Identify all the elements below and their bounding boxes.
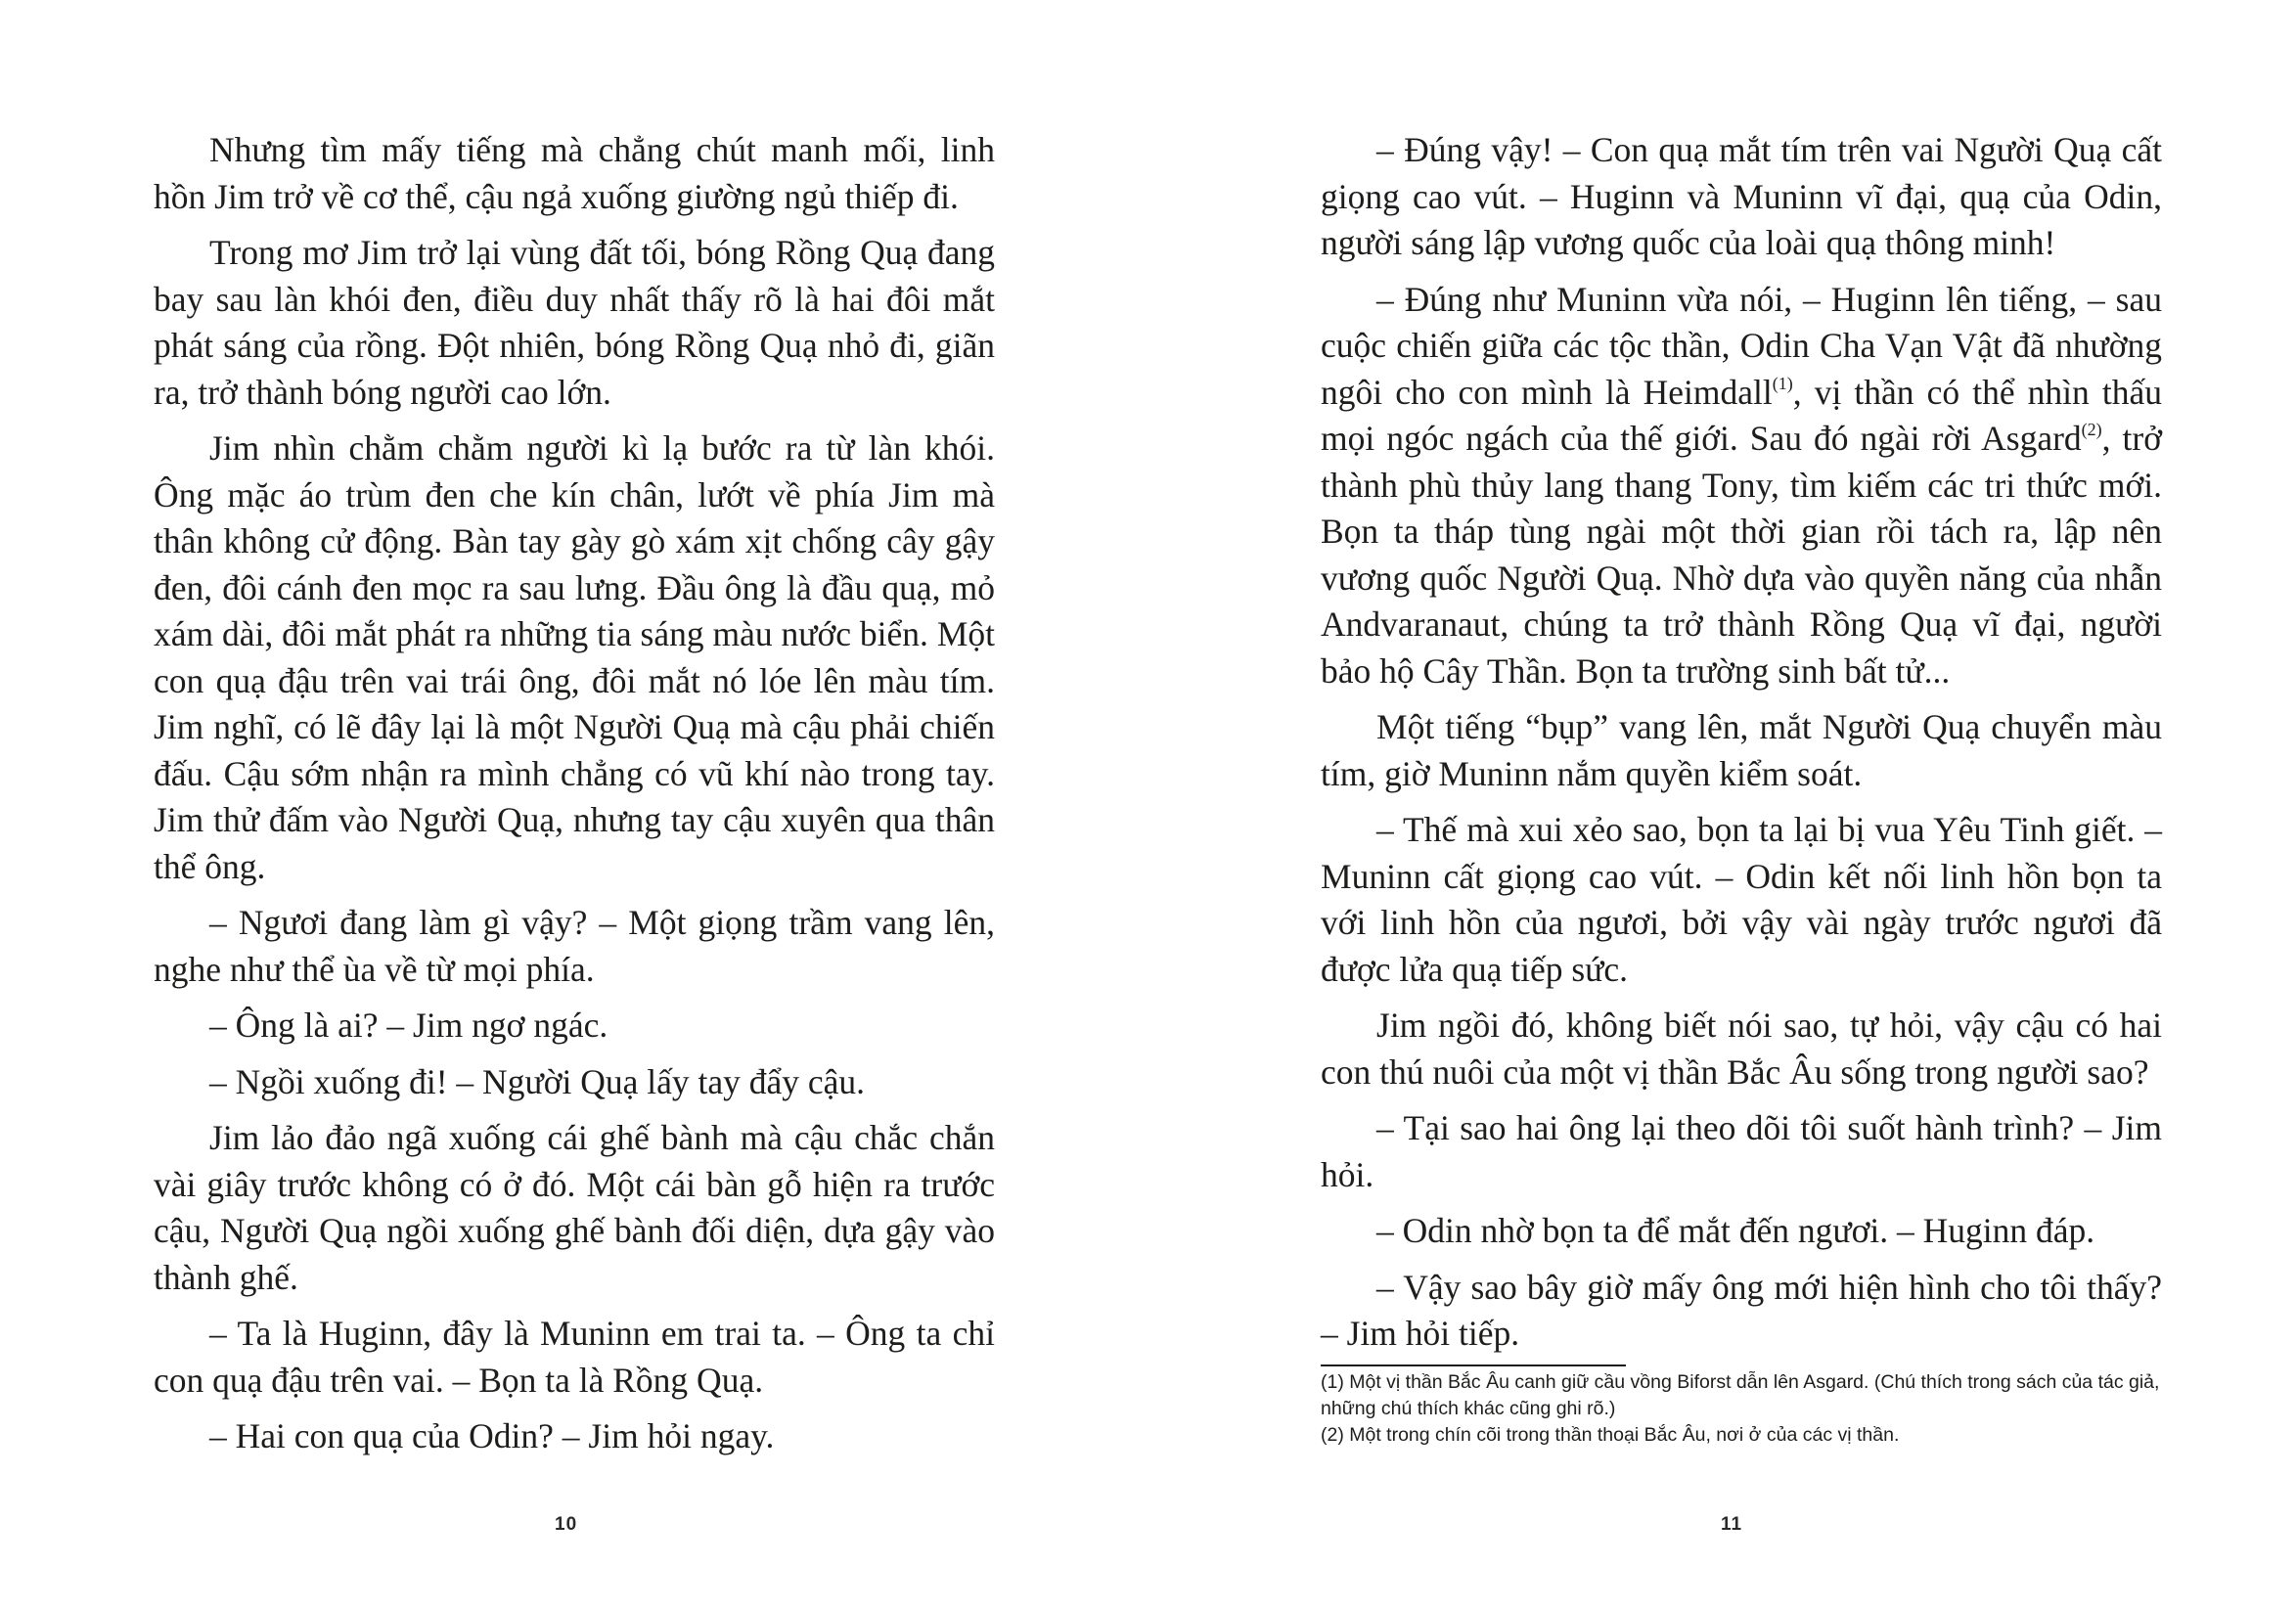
footnotes [1321,1369,2162,1449]
footnote-ref-1: (1) [1772,373,1793,393]
left-page [154,127,995,1470]
right-page [1321,127,2162,1367]
right-paragraph-7: – Odin nhờ bọn ta để mắt đến ngươi. – Huginn đáp. [1376,1211,2095,1250]
footnote-ref-2: (2) [2081,420,2102,439]
left-paragraph-1: Nhưng tìm mấy tiếng mà chẳng chút manh mối, linh hồn Jim trở về cơ thể, cậu ngả xuống giường ngủ thiếp đi. [154,130,995,216]
left-paragraph-8: – Ta là Huginn, đây là Muninn em trai ta. – Ông ta chỉ con quạ đậu trên vai. – Bọn ta là Rồng Quạ. [154,1314,995,1400]
right-paragraph-2-part-a: – Đúng như Muninn vừa nói, – Huginn lên tiếng, – sau cuộc chiến giữa các tộc thần, Odin Cha Vạn Vật đã nhường ngôi cho con mình là Heimdall [1321,279,2162,412]
right-paragraph-1: – Đúng vậy! – Con quạ mắt tím trên vai Người Quạ cất giọng cao vút. – Huginn và Muninn vĩ đại, quạ của Odin, người sáng lập vương quốc của loài quạ thông minh! [1321,130,2162,262]
page-number-right: 11 [1721,1514,1743,1535]
right-paragraph-5: Jim ngồi đó, không biết nói sao, tự hỏi, vậy cậu có hai con thú nuôi của một vị thần Bắc Âu sống trong người sao? [1321,1006,2162,1092]
footnote-1: (1) Một vị thần Bắc Âu canh giữ cầu vồng Biforst dẫn lên Asgard. (Chú thích trong sách của tác giả, những chú thích khác cũng ghi rõ.) [1321,1371,2160,1419]
left-paragraph-2: Trong mơ Jim trở lại vùng đất tối, bóng Rồng Quạ đang bay sau làn khói đen, điều duy nhất thấy rõ là hai đôi mắt phát sáng của rồng. Đột nhiên, bóng Rồng Quạ nhỏ đi, giãn ra, trở thành bóng người cao lớn. [154,233,995,412]
right-paragraph-3: Một tiếng “bụp” vang lên, mắt Người Quạ chuyển màu tím, giờ Muninn nắm quyền kiểm soát. [1321,707,2162,793]
left-paragraph-7: Jim lảo đảo ngã xuống cái ghế bành mà cậu chắc chắn vài giây trước không có ở đó. Một cái bàn gỗ hiện ra trước cậu, Người Quạ ngồi xuống ghế bành đối diện, dựa gậy vào thành ghế. [154,1118,995,1297]
right-paragraph-2-part-c: , trở thành phù thủy lang thang Tony, tìm kiếm các tri thức mới. Bọn ta tháp tùng ngài một thời gian rồi tách ra, lập nên vương quốc Người Quạ. Nhờ dựa vào quyền năng của nhẫn Andvaranaut, chúng ta trở thành Rồng Quạ vĩ đại, người bảo hộ Cây Thần. Bọn ta trường sinh bất tử... [1321,419,2162,691]
footnote-divider [1321,1364,1626,1366]
right-paragraph-4: – Thế mà xui xẻo sao, bọn ta lại bị vua Yêu Tinh giết. – Muninn cất giọng cao vút. – Odin kết nối linh hồn bọn ta với linh hồn của ngươi, bởi vậy vài ngày trước ngươi đã được lửa quạ tiếp sức. [1321,810,2162,989]
right-paragraph-2-part-b: , vị thần có thể nhìn thấu mọi ngóc ngách của thế giới. Sau đó ngài rời Asgard [1321,372,2163,458]
page-number-left: 10 [555,1514,578,1535]
left-paragraph-4: – Ngươi đang làm gì vậy? – Một giọng trầm vang lên, nghe như thể ùa về từ mọi phía. [154,903,995,989]
right-paragraph-8: – Vậy sao bây giờ mấy ông mới hiện hình cho tôi thấy? – Jim hỏi tiếp. [1321,1267,2162,1353]
footnote-2: (2) Một trong chín cõi trong thần thoại Bắc Âu, nơi ở của các vị thần. [1321,1424,1900,1446]
right-paragraph-6: – Tại sao hai ông lại theo dõi tôi suốt hành trình? – Jim hỏi. [1321,1108,2162,1194]
right-paragraph-2 [1321,277,2162,695]
left-paragraph-3: Jim nhìn chằm chằm người kì lạ bước ra từ làn khói. Ông mặc áo trùm đen che kín chân, lướt về phía Jim mà thân không cử động. Bàn tay gày gò xám xịt chống cây gậy đen, đôi cánh đen mọc ra sau lưng. Đầu ông là đầu quạ, mỏ xám dài, đôi mắt phát ra những tia sáng màu nước biển. Một con quạ đậu trên vai trái ông, đôi mắt nó lóe lên màu tím. Jim nghĩ, có lẽ đây lại là một Người Quạ mà cậu phải chiến đấu. Cậu sớm nhận ra mình chẳng có vũ khí nào trong tay. Jim thử đấm vào Người Quạ, nhưng tay cậu xuyên qua thân thể ông. [154,428,995,886]
left-paragraph-6: – Ngồi xuống đi! – Người Quạ lấy tay đẩy cậu. [209,1061,865,1101]
left-paragraph-9: – Hai con quạ của Odin? – Jim hỏi ngay. [209,1416,775,1455]
left-paragraph-5: – Ông là ai? – Jim ngơ ngác. [209,1006,608,1045]
